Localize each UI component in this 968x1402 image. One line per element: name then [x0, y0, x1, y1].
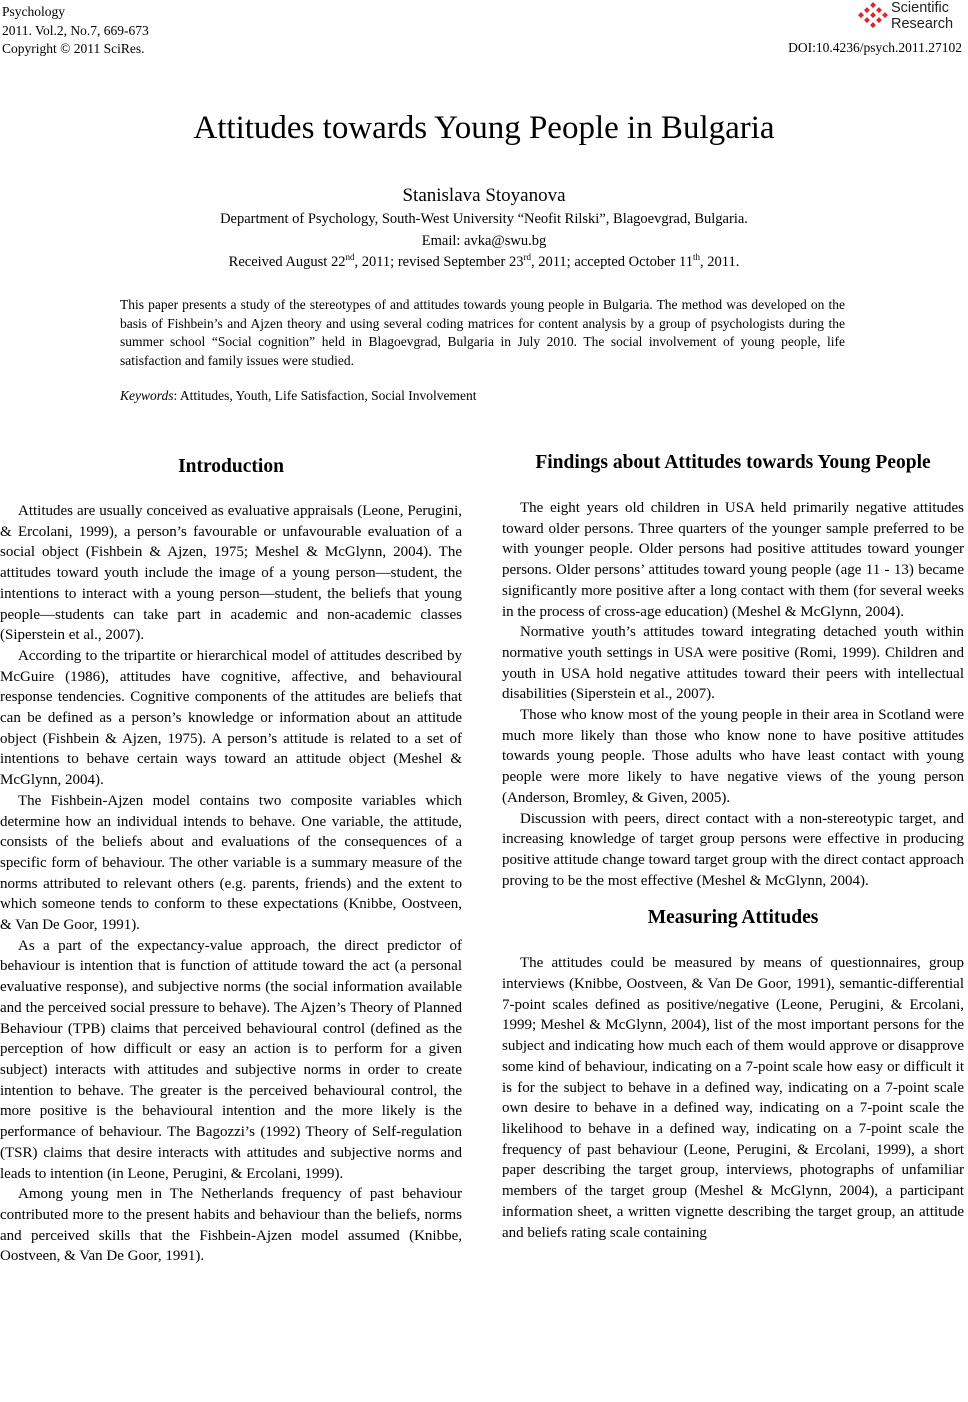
- paragraph: Normative youth’s attitudes toward integrating detached youth within normative youth settings in USA were positive (Romi, 1999). Children and youth in USA hold negative attitudes toward their peers with intellectual disabilities (Siperstein et al., 2007).: [502, 624, 964, 703]
- section-heading-measuring: Measuring Attitudes: [647, 907, 819, 929]
- author-name: Stanislava Stoyanova: [402, 185, 566, 206]
- publisher-line2: Research: [891, 16, 954, 32]
- volume-info: 2011. Vol.2, No.7, 669-673: [2, 22, 149, 38]
- paragraph: Those who know most of the young people in their area in Scotland were much more likely than those who know none to have positive attitudes towards young people. Those adults who have least contact with young people were more likely to have negative views of the young person (Anderson, Bromley, & Given, 2005).: [502, 707, 964, 806]
- right-column: [502, 449, 964, 1243]
- publisher-line1: Scientific: [891, 0, 950, 16]
- affiliation: Department of Psychology, South-West University “Neofit Rilski”, Blagoevgrad, Bulgaria.: [220, 211, 748, 227]
- section-heading-introduction: Introduction: [178, 456, 284, 477]
- doi: DOI:10.4236/psych.2011.27102: [788, 40, 962, 55]
- left-column: [0, 453, 462, 1267]
- author-info: [0, 209, 968, 274]
- paragraph: The Fishbein-Ajzen model contains two composite variables which determine how an individual intends to behave. One variable, the attitude, consists of the beliefs about and evaluations of the consequences of a specific form of behaviour. The other variable is a summary measure of the norms attributed to relevant others (e.g. parents, friends) and the extent to which someone tends to conform to these expectations (Knibbe, Oostveen, & Van De Goor, 1991).: [0, 792, 462, 934]
- publisher-logo: [857, 0, 962, 34]
- journal-header: [2, 3, 149, 59]
- keywords: [120, 388, 845, 404]
- diamond-grid-icon: [857, 2, 889, 32]
- paragraph: Among young men in The Netherlands frequency of past behaviour contributed more to the present habits and behaviour than the beliefs, norms and perceived skills that the Fishbein-Ajzen model assumed (Knibbe, Oostveen, & Van De Goor, 1991).: [0, 1186, 462, 1265]
- journal-name: Psychology: [2, 4, 66, 19]
- paper-title: Attitudes towards Young People in Bulgaria: [193, 110, 775, 146]
- paragraph: According to the tripartite or hierarchical model of attitudes described by McGuire (1986), attitudes have cognitive, affective, and behavioural response tendencies. Cognitive components of the attitudes are beliefs that can be defined as a person’s knowledge or information about an attitude object (Fishbein & Ajzen, 1975). A person’s attitude is related to a set of intentions to behave certain ways toward an attitude object (Meshel & McGlynn, 2004).: [0, 647, 462, 789]
- paragraph: Attitudes are usually conceived as evaluative appraisals (Leone, Perugini, & Ercolani, 1999), a person’s favourable or unfavourable evaluation of a social object (Fishbein & Ajzen, 1975; Meshel & McGlynn, 2004). The attitudes toward youth include the image of a young person—student, the intentions to interact with a young person—student, the beliefs that young people—students can take part in academic and non-academic classes (Siperstein et al., 2007).: [0, 503, 462, 644]
- paragraph: As a part of the expectancy-value approach, the direct predictor of behaviour is intention that is function of attitude toward the act (a personal evaluative response), and subjective norms (the social information available and the perceived social pressure to behave). The Ajzen’s Theory of Planned Behaviour (TPB) claims that perceived behavioural control (defined as the perception of how difficult or easy an action is to perform for a given subject) interacts with attitudes and subjective norms in order to create intention to behave. The greater is the perceived behavioural control, the more positive is the behavioural intention and the more likely is the performance of behaviour. The Bagozzi’s (1992) Theory of Self-regulation (TSR) claims that desire interacts with attitudes and subjective norms and leads to intention (in Leone, Perugini, & Ercolani, 1999).: [0, 937, 462, 1182]
- received-dates: Received August 22nd, 2011; revised September 23rd, 2011; accepted October 11th, 2011.: [228, 252, 740, 270]
- email: Email: avka@swu.bg: [421, 232, 547, 249]
- paragraph: The attitudes could be measured by means of questionnaires, group interviews (Knibbe, Oostveen, & Van De Goor, 1991), semantic-differential 7-point scales defined as positive/negative (Leone, Perugini, & Ercolani, 1999; Meshel & McGlynn, 2004), list of the most important persons for the subject and indicating how much each of them would approve or disapprove some kind of behaviour, indicating on a 7-point scale how easy or difficult it is for the subject to behave in a defined way, indicating on a 7-point scale own desire to behave in a defined way, indicating on a 7-point scale the likelihood to behave in a defined way, indicating on a 7-point scale the frequency of past behaviour (Leone, Perugini, & Ercolani, 1999), a short paper describing the target group, interviews, photographs of unfamiliar members of the target group (Meshel & McGlynn, 2004), a participant information sheet, a written vignette describing the target group, an attitude and beliefs rating scale containing: [502, 955, 964, 1241]
- keywords-label: Keywords: [120, 388, 174, 403]
- paragraph: The eight years old children in USA held primarily negative attitudes toward older persons. Three quarters of the younger sample preferred to be with younger people. Older persons had positive attitudes toward younger persons. Older persons’ attitudes toward young people (age 11 - 13) became significantly more positive after a long contact with them (for several weeks in the process of cross-age education) (Meshel & McGlynn, 2004).: [502, 500, 964, 620]
- keywords-list: : Attitudes, Youth, Life Satisfaction, Social Involvement: [173, 388, 477, 403]
- abstract: This paper presents a study of the stereotypes of and attitudes towards young people in Bulgaria. The method was developed on the basis of Fishbein’s and Ajzen theory and using several coding matrices for content analysis by a group of psychologists during the summer school “Social cognition” held in Blagoevgrad, Bulgaria in July 2010. The social involvement of young people, life satisfaction and family issues were studied.: [120, 297, 845, 368]
- copyright: Copyright © 2011 SciRes.: [2, 41, 145, 56]
- paragraph: Discussion with peers, direct contact with a non-stereotypic target, and increasing knowledge of target group persons were effective in producing positive attitude change toward target group with the direct contact approach proving to be the most effective (Meshel & McGlynn, 2004).: [502, 810, 964, 889]
- section-heading-findings: Findings about Attitudes towards Young People: [535, 452, 931, 473]
